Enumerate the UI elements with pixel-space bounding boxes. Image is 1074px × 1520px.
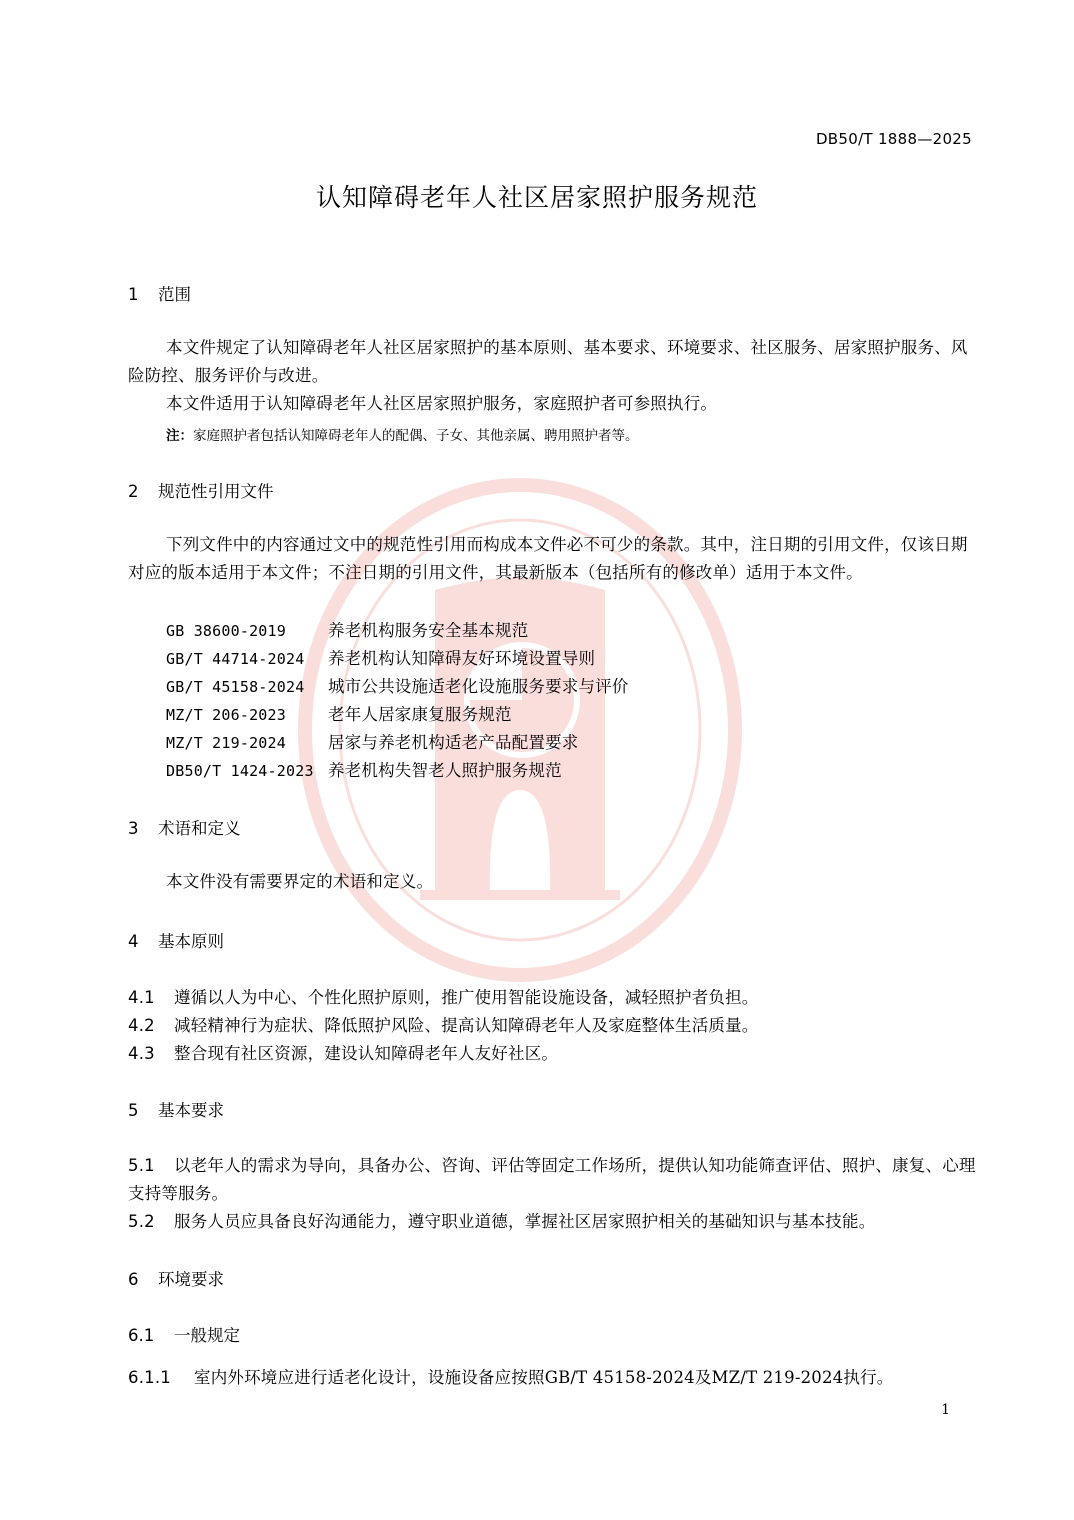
reference-item <box>166 673 629 697</box>
clause-number: 5.2 <box>128 1212 155 1231</box>
section-number: 4 <box>128 932 139 951</box>
section-number: 6 <box>128 1270 139 1289</box>
reference-item <box>166 617 528 641</box>
subsection-heading <box>128 1322 240 1346</box>
reference-code: MZ/T 219-2024 <box>166 734 286 752</box>
reference-item <box>166 757 562 781</box>
reference-code: DB50/T 1424-2023 <box>166 762 314 780</box>
clause-text: 服务人员应具备良好沟通能力，遵守职业道德，掌握社区居家照护相关的基础知识与基本技能。 <box>174 1212 876 1231</box>
section-title: 基本原则 <box>158 932 224 951</box>
clause-item <box>128 1364 894 1388</box>
clause-text: 室内外环境应进行适老化设计，设施设备应按照GB/T 45158-2024及MZ/T 219-2024执行。 <box>194 1368 894 1387</box>
section-heading-1 <box>128 281 191 305</box>
terms-paragraph: 本文件没有需要界定的术语和定义。 <box>166 872 434 891</box>
reference-item <box>166 701 512 725</box>
clause-text: 以老年人的需求为导向，具备办公、咨询、评估等固定工作场所，提供认知功能筛查评估、照护、康复、心理支持等服务。 <box>128 1156 976 1203</box>
document-code: DB50/T 1888—2025 <box>815 130 972 148</box>
reference-name: 养老机构失智老人照护服务规范 <box>328 761 562 780</box>
clause-number: 6.1.1 <box>128 1368 171 1387</box>
section-number: 3 <box>128 819 139 838</box>
page-number: 1 <box>941 1402 950 1418</box>
scope-paragraph-1: 本文件规定了认知障碍老年人社区居家照护的基本原则、基本要求、环境要求、社区服务、居家照护服务、风险防控、服务评价与改进。 <box>128 338 968 385</box>
clause-item <box>128 1040 558 1064</box>
section-title: 规范性引用文件 <box>158 482 274 501</box>
clause-item <box>128 1012 759 1036</box>
scope-note <box>166 424 639 444</box>
reference-code: GB/T 45158-2024 <box>166 678 305 696</box>
clause-text: 整合现有社区资源，建设认知障碍老年人友好社区。 <box>174 1044 559 1063</box>
note-label: 注： <box>166 428 193 444</box>
section-number: 5 <box>128 1101 139 1120</box>
reference-name: 养老机构服务安全基本规范 <box>328 621 529 640</box>
document-title: 认知障碍老年人社区居家照护服务规范 <box>315 183 758 212</box>
subsection-title: 一般规定 <box>174 1326 240 1345</box>
section-heading-6 <box>128 1266 224 1290</box>
clause-number: 4.1 <box>128 988 155 1007</box>
reference-name: 老年人居家康复服务规范 <box>328 705 512 724</box>
scope-paragraph-2: 本文件适用于认知障碍老年人社区居家照护服务，家庭照护者可参照执行。 <box>166 394 718 413</box>
section-heading-5 <box>128 1097 224 1121</box>
subsection-number: 6.1 <box>128 1326 155 1345</box>
section-title: 术语和定义 <box>158 819 241 838</box>
reference-code: MZ/T 206-2023 <box>166 706 286 724</box>
reference-name: 居家与养老机构适老产品配置要求 <box>328 733 579 752</box>
section-heading-3 <box>128 815 241 839</box>
reference-name: 养老机构认知障碍友好环境设置导则 <box>328 649 596 668</box>
section-title: 范围 <box>158 285 191 304</box>
section-heading-4 <box>128 928 224 952</box>
clause-text: 减轻精神行为症状、降低照护风险、提高认知障碍老年人及家庭整体生活质量。 <box>174 1016 759 1035</box>
reference-item <box>166 645 595 669</box>
reference-item <box>166 729 579 753</box>
section-number: 2 <box>128 482 139 501</box>
clause-item <box>128 1152 976 1208</box>
reference-code: GB/T 44714-2024 <box>166 650 305 668</box>
note-text: 家庭照护者包括认知障碍老年人的配偶、子女、其他亲属、聘用照护者等。 <box>193 428 639 444</box>
section-title: 基本要求 <box>158 1101 224 1120</box>
normative-references-paragraph: 下列文件中的内容通过文中的规范性引用而构成本文件必不可少的条款。其中，注日期的引用文件，仅该日期对应的版本适用于本文件；不注日期的引用文件，其最新版本（包括所有的修改单）适用于本文件。 <box>128 535 968 582</box>
clause-number: 5.1 <box>128 1156 155 1175</box>
reference-code: GB 38600-2019 <box>166 622 286 640</box>
section-number: 1 <box>128 285 139 304</box>
clause-item <box>128 984 759 1008</box>
reference-name: 城市公共设施适老化设施服务要求与评价 <box>328 677 629 696</box>
clause-number: 4.2 <box>128 1016 155 1035</box>
section-title: 环境要求 <box>158 1270 224 1289</box>
clause-text: 遵循以人为中心、个性化照护原则，推广使用智能设施设备，减轻照护者负担。 <box>174 988 759 1007</box>
clause-item <box>128 1208 875 1232</box>
clause-number: 4.3 <box>128 1044 155 1063</box>
section-heading-2 <box>128 478 274 502</box>
